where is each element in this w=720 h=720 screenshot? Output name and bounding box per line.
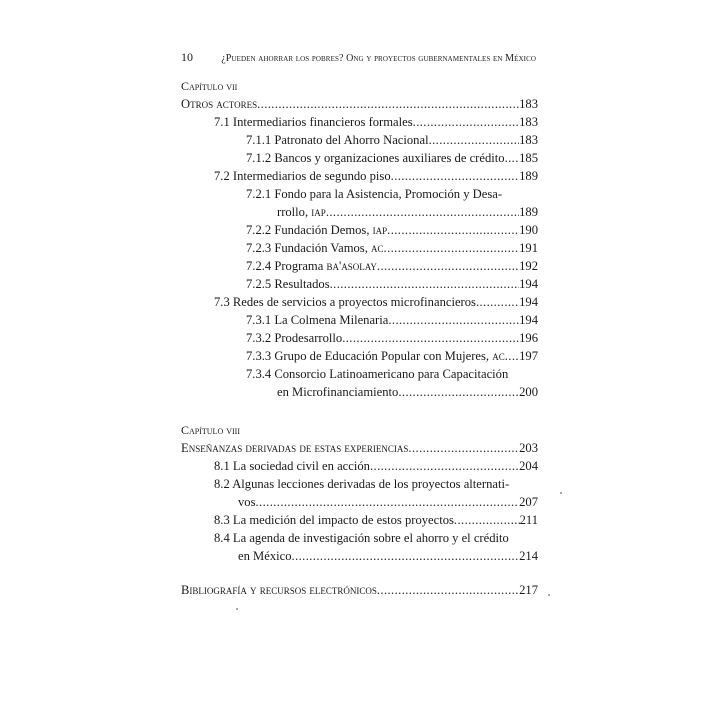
leader-dots	[384, 239, 520, 257]
toc-entry-8-1[interactable]	[181, 457, 538, 475]
page-ref: 217	[519, 583, 538, 597]
toc-entry-7-1-2[interactable]	[181, 149, 538, 167]
page-ref: 211	[519, 513, 538, 527]
entry-title: 7.3.4 Consorcio Latinoamericano para Capacitación	[246, 367, 509, 381]
entry-title	[246, 347, 505, 365]
running-title: ¿Pueden ahorrar los pobres? Ong y proyectos gubernamentales en México	[221, 53, 536, 64]
entry-title: 8.3 La medición del impacto de estos proyectos	[214, 513, 454, 527]
chapter-7-title: Otros actores	[181, 97, 258, 111]
entry-suffix: ba'asolay	[326, 259, 377, 273]
entry-title: 7.3.1 La Colmena Milenaria	[246, 313, 389, 327]
entry-suffix: ac	[371, 241, 384, 255]
leader-dots	[342, 329, 519, 347]
leader-dots	[429, 131, 520, 149]
entry-suffix: iap	[311, 205, 326, 219]
paper-speck	[560, 492, 562, 494]
entry-suffix: iap	[372, 223, 388, 237]
page-ref: 203	[519, 441, 538, 455]
entry-text: 7.3.3 Grupo de Educación Popular con Mujeres,	[246, 349, 490, 363]
toc-entry-8-4[interactable]	[181, 547, 538, 565]
table-of-contents	[181, 77, 538, 599]
toc-entry-7-2-5[interactable]	[181, 275, 538, 293]
toc-entry-7-2[interactable]	[181, 167, 538, 185]
page-ref: 191	[519, 241, 538, 255]
entry-title: 7.2.1 Fondo para la Asistencia, Promoción y Desa-	[246, 187, 503, 201]
page-ref: 214	[519, 549, 538, 563]
toc-entry-7-2-2[interactable]	[181, 221, 538, 239]
toc-entry-chapter-8[interactable]	[181, 439, 538, 457]
page-ref: 189	[519, 205, 538, 219]
toc-entry-7-1[interactable]	[181, 113, 538, 131]
entry-title-continued	[277, 203, 326, 221]
leader-dots	[330, 275, 520, 293]
leader-dots	[388, 311, 519, 329]
leader-dots	[391, 167, 519, 185]
leader-dots	[377, 257, 519, 275]
toc-entry-7-2-4[interactable]	[181, 257, 538, 275]
page-ref: 194	[519, 295, 538, 309]
entry-title: 7.1.1 Patronato del Ahorro Nacional	[246, 133, 429, 147]
leader-dots	[387, 221, 519, 239]
page-ref: 197	[519, 349, 538, 363]
toc-entry-8-2-line1[interactable]	[181, 475, 538, 493]
entry-title-continued: en México	[238, 549, 292, 563]
entry-title	[246, 239, 384, 257]
entry-title: 8.4 La agenda de investigación sobre el ahorro y el crédito	[214, 531, 509, 545]
entry-title: 7.1 Intermediarios financieros formales	[214, 115, 413, 129]
toc-entry-7-3-1[interactable]	[181, 311, 538, 329]
toc-entry-7-3[interactable]	[181, 293, 538, 311]
entry-title: 7.1.2 Bancos y organizaciones auxiliares de crédito	[246, 151, 505, 165]
entry-title-continued: en Microfinanciamiento	[277, 385, 399, 399]
leader-dots	[370, 457, 519, 475]
page-ref: 207	[519, 495, 538, 509]
page-ref: 204	[519, 459, 538, 473]
page-ref: 192	[519, 259, 538, 273]
toc-entry-7-3-2[interactable]	[181, 329, 538, 347]
leader-dots	[454, 511, 520, 529]
toc-entry-7-2-1-line1[interactable]	[181, 185, 538, 203]
toc-entry-7-2-1[interactable]	[181, 203, 538, 221]
page-ref: 194	[519, 277, 538, 291]
toc-entry-7-3-3[interactable]	[181, 347, 538, 365]
leader-dots	[408, 439, 519, 457]
entry-title: 7.2.5 Resultados	[246, 277, 330, 291]
paper-speck	[548, 594, 550, 596]
leader-dots	[398, 383, 519, 401]
page-number: 10	[181, 50, 193, 64]
leader-dots	[377, 581, 519, 599]
chapter-8-label: Capítulo viii	[181, 423, 240, 437]
entry-suffix: ac	[492, 349, 505, 363]
toc-entry-7-1-1[interactable]	[181, 131, 538, 149]
entry-title: 7.3 Redes de servicios a proyectos microfinancieros	[214, 295, 476, 309]
toc-entry-8-4-line1[interactable]	[181, 529, 538, 547]
toc-entry-7-3-4-line1[interactable]	[181, 365, 538, 383]
paper-speck	[236, 608, 238, 610]
section-gap	[181, 565, 538, 581]
page-ref: 183	[519, 97, 538, 111]
page-ref: 194	[519, 313, 538, 327]
leader-dots	[292, 547, 520, 565]
entry-title: 7.2 Intermediarios de segundo piso	[214, 169, 391, 183]
toc-entry-bibliography[interactable]	[181, 581, 538, 599]
chapter-8-title: Enseñanzas derivadas de estas experiencias	[181, 441, 409, 455]
chapter-7-label: Capítulo vii	[181, 79, 238, 93]
toc-entry-8-2[interactable]	[181, 493, 538, 511]
bibliography-title: Bibliografía y recursos electrónicos	[181, 583, 377, 597]
page-ref: 200	[519, 385, 538, 399]
entry-text: rrollo,	[277, 205, 309, 219]
page-ref: 190	[519, 223, 538, 237]
entry-title	[246, 221, 387, 239]
leader-dots	[326, 203, 519, 221]
page-ref: 189	[519, 169, 538, 183]
leader-dots	[505, 347, 519, 365]
page-ref: 183	[519, 133, 538, 147]
toc-entry-7-3-4[interactable]	[181, 383, 538, 401]
leader-dots	[476, 293, 519, 311]
toc-entry-7-2-3[interactable]	[181, 239, 538, 257]
entry-title: 8.2 Algunas lecciones derivadas de los proyectos alternati-	[214, 477, 510, 491]
running-head	[181, 50, 536, 65]
toc-entry-chapter-7[interactable]	[181, 95, 538, 113]
leader-dots	[256, 493, 520, 511]
leader-dots	[257, 95, 519, 113]
page-ref: 185	[519, 151, 538, 165]
toc-entry-8-3[interactable]	[181, 511, 538, 529]
page-ref: 196	[519, 331, 538, 345]
leader-dots	[413, 113, 519, 131]
entry-title-continued: vos	[238, 495, 256, 509]
leader-dots	[505, 149, 520, 167]
section-gap	[181, 401, 538, 421]
page-ref: 183	[519, 115, 538, 129]
entry-text: 7.2.4 Programa	[246, 259, 324, 273]
entry-text: 7.2.2 Fundación Demos,	[246, 223, 370, 237]
entry-title: 8.1 La sociedad civil en acción	[214, 459, 370, 473]
entry-title: 7.3.2 Prodesarrollo	[246, 331, 343, 345]
entry-title	[246, 257, 377, 275]
entry-text: 7.2.3 Fundación Vamos,	[246, 241, 368, 255]
